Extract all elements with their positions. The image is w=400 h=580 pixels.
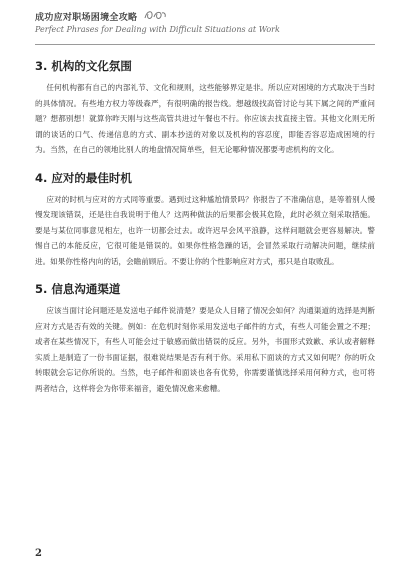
page-number: 2: [35, 548, 42, 559]
section-heading: 3. 机构的文化氛围: [35, 59, 132, 73]
section-heading: 5. 信息沟通渠道: [35, 282, 121, 296]
swirl-logo-icon: [143, 8, 167, 22]
section-paragraph: 应该当面讨论问题还是发送电子邮件说清楚？要是众人目睹了情况会如何？沟通渠道的选择是判断应对方式是否有效的关键。例如：在危机时刻你采用发送电子邮件的方式，有些人可能会置之不理；或者在某些情况下，有些人可能会过于敏感而做出错误的反应。另外，书面形式致歉、承认或者解释实质上是制造了一份书面证据，很难说结果是否有利于你。采用私下面谈的方式又如何呢？你的听众转眼就会忘记你所说的。当然，电子邮件和面谈也各有优势，你需要谨慎选择采用何种方式，也可将两者结合，这样将会为你带来福音，避免情况愈来愈糟。: [35, 306, 375, 393]
section-paragraph: 任何机构都有自己的内部礼节、文化和规则，这些能够界定是非。所以应对困境的方式取决于当时的具体情况。有些地方权力等级森严，有很明确的报告线。想越级找高管讨论与其下属之间的严重问题？想都别想！就算你昨天刚与这些高管共进过午餐也不行。你应该去找直接主管。其他文化则无所谓的谈话的口气、传递信息的方式、副本抄送的对象以及机构的容忍度，即能否容忍造成困境的行为。当然，在自己的领地比别人的地盘情况简单些，但无论哪种情况都要考虑机构的文化。: [35, 83, 375, 154]
header-divider: [35, 44, 375, 45]
page-body: [35, 58, 375, 408]
running-header: [35, 10, 375, 52]
section-timing: [35, 170, 375, 270]
section-heading: 4. 应对的最佳时机: [35, 170, 132, 185]
section-paragraph: 应对的时机与应对的方式同等重要。遇到过这种尴尬情景吗？你报告了不准确信息，是等着别人慢慢发现该错误，还是往自我说明于他人？这两种做法的后果都会极其危险，此时必须立刻采取措施。要是与某位同事意见相左，也许一切都会过去。或许迟早会风平浪静，这样问题就会更容易解决。警惕自己的本能反应，它很可能是错误的。如果你性格急躁的话，会冒然采取行动解决问题，继续前进。如果你性格内向的话，会瞻前顾后。不要让你的个性影响应对方式，那只是自取败乱。: [35, 194, 375, 266]
book-title: 成功应对职场困境全攻略: [35, 13, 138, 23]
section-culture: [35, 58, 375, 158]
book-subtitle: Perfect Phrases for Dealing with Difficult Situations at Work: [35, 25, 280, 34]
section-channels: [35, 281, 375, 396]
